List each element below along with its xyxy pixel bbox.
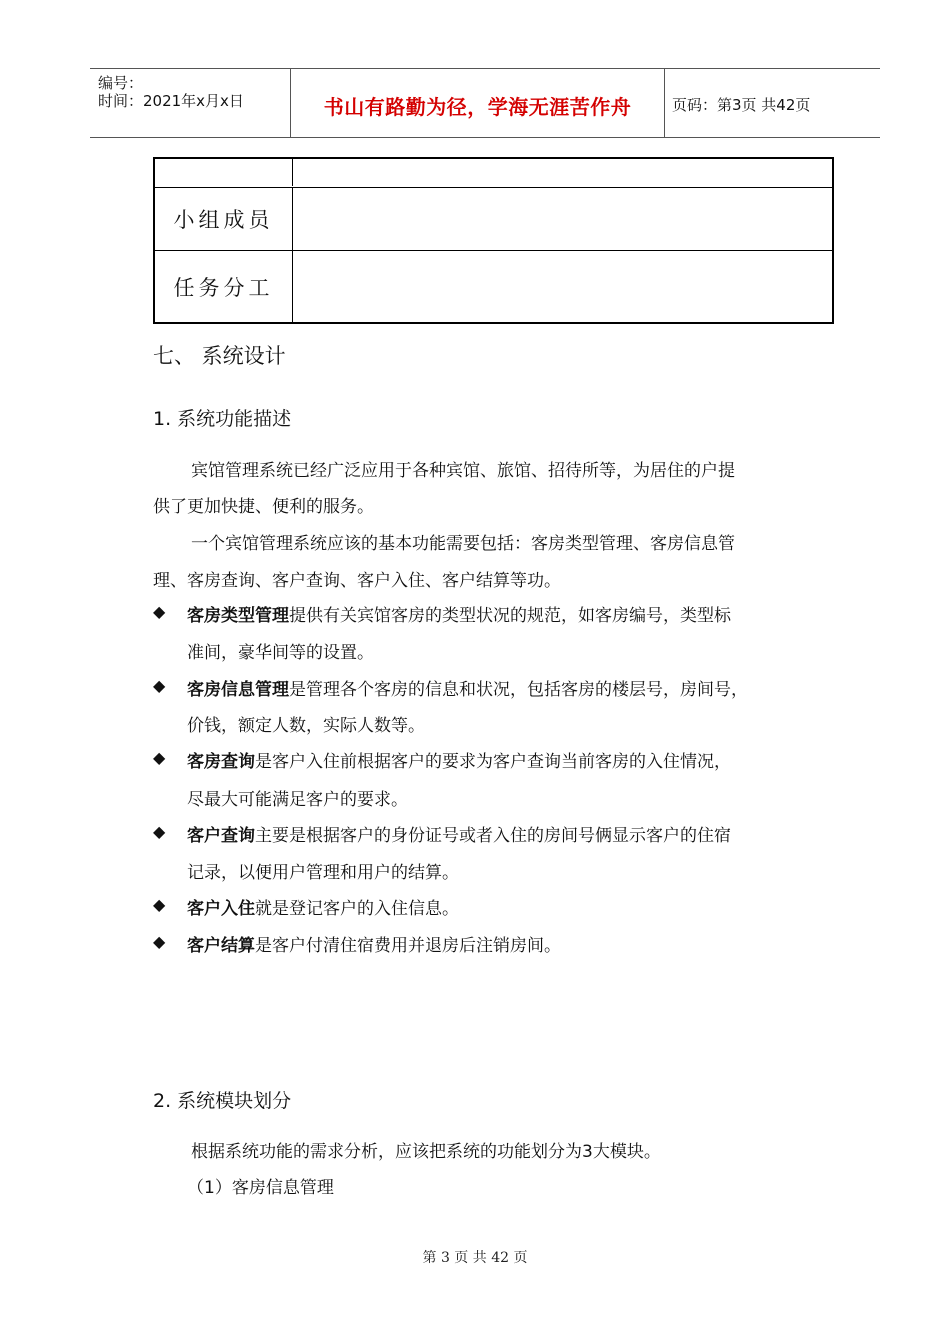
bullet-term: 客户查询 bbox=[187, 826, 255, 846]
diamond-bullet-icon: ◆ bbox=[153, 602, 166, 621]
subsection-heading-1: 1. 系统功能描述 bbox=[153, 408, 292, 430]
bullet-text: 就是登记客户的入住信息。 bbox=[255, 899, 459, 919]
header-motto: 书山有路勤为径，学海无涯苦作舟 bbox=[323, 95, 632, 119]
header-page-cell bbox=[664, 69, 880, 137]
table-row-tasks bbox=[155, 250, 832, 323]
section-heading: 七、 系统设计 bbox=[153, 344, 286, 368]
bullet-term: 客房信息管理 bbox=[187, 680, 289, 700]
bullet-continuation: 准间，豪华间等的设置。 bbox=[187, 643, 374, 663]
bullet-continuation: 价钱，额定人数，实际人数等。 bbox=[187, 716, 425, 736]
paragraph-line: 一个宾馆管理系统应该的基本功能需要包括：客房类型管理、客房信息管 bbox=[191, 534, 735, 554]
paragraph-line: 宾馆管理系统已经广泛应用于各种宾馆、旅馆、招待所等，为居住的户提 bbox=[191, 461, 735, 481]
bullet-term: 客房类型管理 bbox=[187, 606, 289, 626]
diamond-bullet-icon: ◆ bbox=[153, 895, 166, 914]
bullet-line bbox=[187, 931, 561, 956]
bullet-line bbox=[187, 675, 748, 700]
page-header bbox=[90, 68, 880, 138]
table-row-label: 小组成员 bbox=[155, 188, 293, 250]
diamond-bullet-icon: ◆ bbox=[153, 748, 166, 767]
bullet-continuation: 记录，以便用户管理和用户的结算。 bbox=[187, 863, 459, 883]
bullet-text: 是客户付清住宿费用并退房后注销房间。 bbox=[255, 936, 561, 956]
bullet-line bbox=[187, 747, 731, 772]
subsection-heading-2: 2. 系统模块划分 bbox=[153, 1090, 292, 1112]
doc-time-label: 时间：2021年x月x日 bbox=[98, 92, 244, 110]
paragraph-line: （1）客房信息管理 bbox=[187, 1178, 334, 1198]
page-footer: 第 3 页 共 42 页 bbox=[422, 1250, 528, 1266]
table-row-label bbox=[155, 159, 293, 186]
diamond-bullet-icon: ◆ bbox=[153, 822, 166, 841]
bullet-continuation: 尽最大可能满足客户的要求。 bbox=[187, 790, 408, 810]
diamond-bullet-icon: ◆ bbox=[153, 676, 166, 695]
member-table bbox=[153, 157, 834, 324]
bullet-text: 提供有关宾馆客房的类型状况的规范，如客房编号，类型标 bbox=[289, 606, 731, 626]
table-row-label: 任务分工 bbox=[155, 251, 293, 323]
doc-number-label: 编号： bbox=[98, 74, 144, 92]
paragraph-line: 供了更加快捷、便利的服务。 bbox=[153, 497, 374, 517]
bullet-line bbox=[187, 601, 731, 626]
bullet-text: 是管理各个客房的信息和状况，包括客房的楼层号，房间号， bbox=[289, 680, 748, 700]
header-motto-cell bbox=[290, 69, 665, 137]
table-row bbox=[155, 159, 832, 186]
bullet-text: 主要是根据客户的身份证号或者入住的房间号俩显示客户的住宿 bbox=[255, 826, 731, 846]
bullet-term: 客户入住 bbox=[187, 899, 255, 919]
table-row-members bbox=[155, 187, 832, 250]
bullet-term: 客房查询 bbox=[187, 752, 255, 772]
paragraph-line: 根据系统功能的需求分析，应该把系统的功能划分为3大模块。 bbox=[191, 1142, 661, 1162]
bullet-term: 客户结算 bbox=[187, 936, 255, 956]
bullet-line bbox=[187, 821, 731, 846]
header-meta bbox=[90, 69, 290, 137]
paragraph-line: 理、客房查询、客户查询、客户入住、客户结算等功。 bbox=[153, 571, 561, 591]
bullet-text: 是客户入住前根据客户的要求为客户查询当前客房的入住情况， bbox=[255, 752, 731, 772]
header-page-number: 页码：第3页 共42页 bbox=[672, 96, 811, 114]
bullet-line bbox=[187, 894, 459, 919]
diamond-bullet-icon: ◆ bbox=[153, 932, 166, 951]
